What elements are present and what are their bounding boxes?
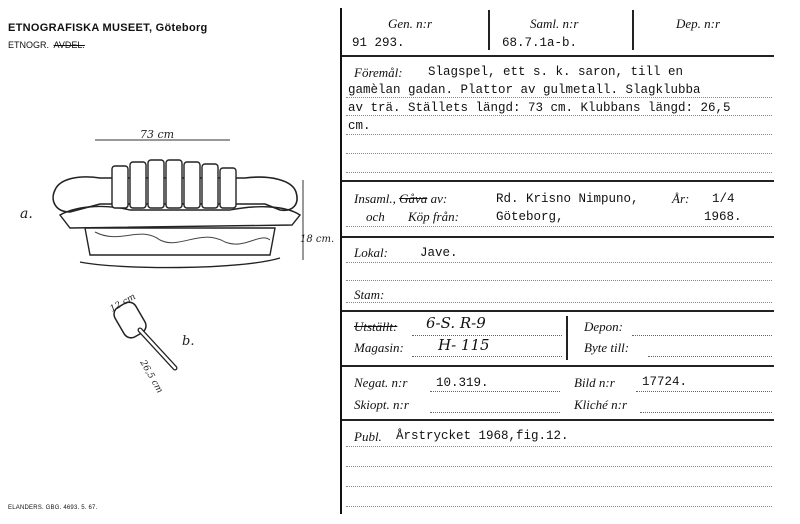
rule xyxy=(648,356,772,357)
department-struck: AVDEL. xyxy=(53,40,85,50)
height-note: 18 cm. xyxy=(300,234,335,245)
divider-insaml xyxy=(342,236,774,238)
dep-label: Dep. n:r xyxy=(676,16,721,31)
kop-year: 1968. xyxy=(704,210,742,224)
rule xyxy=(346,486,772,487)
divider-negat xyxy=(342,419,774,421)
rule xyxy=(632,335,772,336)
mid-sep xyxy=(566,316,568,360)
rule xyxy=(412,356,562,357)
divider-foremal xyxy=(342,180,774,182)
skiopt-label: Skiopt. n:r xyxy=(354,397,409,412)
magasin-value: H- 115 xyxy=(438,336,490,354)
rule xyxy=(346,262,772,263)
rule xyxy=(346,134,772,135)
insaml-label: Insaml., xyxy=(354,191,396,206)
utstallt-value: 6-S. R-9 xyxy=(426,314,486,332)
publ-value: Årstrycket 1968,fig.12. xyxy=(396,429,569,443)
negat-value: 10.319. xyxy=(436,376,489,390)
gen-label: Gen. n:r xyxy=(388,16,433,31)
rule xyxy=(640,412,772,413)
saml-label: Saml. n:r xyxy=(530,16,579,31)
top-sep-2 xyxy=(632,10,634,50)
top-sep-1 xyxy=(488,10,490,50)
rule xyxy=(346,153,772,154)
kliche-label: Kliché n:r xyxy=(574,397,628,412)
museum-name: ETNOGRAFISKA MUSEET, Göteborg xyxy=(8,22,208,34)
bild-label: Bild n:r xyxy=(574,375,615,390)
label-b: b. xyxy=(182,334,195,349)
gen-value: 91 293. xyxy=(352,36,405,50)
lokal-label: Lokal: xyxy=(354,245,388,260)
rule xyxy=(430,412,560,413)
foremal-line-2: gamèlan gadan. Plattor av gulmetall. Slagklubba xyxy=(348,83,701,97)
kop-value: Göteborg, xyxy=(496,210,564,224)
rule xyxy=(430,391,560,392)
panel-divider xyxy=(340,8,342,514)
rule xyxy=(346,115,772,116)
foremal-line-1: Slagspel, ett s. k. saron, till en xyxy=(428,65,684,79)
width-note: 73 cm xyxy=(140,128,175,141)
insaml-row xyxy=(354,191,447,207)
byte-label: Byte till: xyxy=(584,340,630,355)
foremal-line-3: av trä. Ställets längd: 73 cm. Klubbans längd: 26,5 xyxy=(348,101,731,115)
bild-value: 17724. xyxy=(642,375,688,389)
rule xyxy=(346,446,772,447)
divider-depon xyxy=(342,365,774,367)
negat-label: Negat. n:r xyxy=(354,375,408,390)
divider-top xyxy=(342,55,774,57)
publ-label: Publ. xyxy=(354,429,382,444)
foremal-line-4: cm. xyxy=(348,119,371,133)
saml-value: 68.7.1a-b. xyxy=(502,36,578,50)
och-label: och xyxy=(366,209,385,224)
rule xyxy=(636,391,772,392)
ar-label: År: xyxy=(672,191,690,206)
rule xyxy=(346,466,772,467)
rule xyxy=(346,280,772,281)
stam-label: Stam: xyxy=(354,287,385,302)
magasin-label: Magasin: xyxy=(354,340,404,355)
kop-label: Köp från: xyxy=(408,209,459,224)
av-label: av: xyxy=(430,191,448,206)
rule xyxy=(346,97,772,98)
rule xyxy=(346,302,772,303)
gava-struck: Gåva xyxy=(399,191,428,206)
lokal-value: Jave. xyxy=(420,246,458,260)
rule xyxy=(346,172,772,173)
utstallt-label: Utställt: xyxy=(354,319,398,334)
av-value: Rd. Krisno Nimpuno, xyxy=(496,192,639,206)
mallet-length-note: 26,5 cm xyxy=(137,358,165,396)
foremal-label: Föremål: xyxy=(354,65,403,80)
printer-mark: ELANDERS. GBG. 4693. 5. 67. xyxy=(8,505,98,511)
rule xyxy=(412,335,562,336)
rule xyxy=(346,226,772,227)
saron-sketch xyxy=(0,110,335,410)
department-prefix: ETNOGR. xyxy=(8,40,50,50)
ar-value: 1/4 xyxy=(712,192,735,206)
rule xyxy=(346,506,772,507)
divider-stam xyxy=(342,310,774,312)
mallet-head-note: 12 cm xyxy=(108,291,138,315)
label-a: a. xyxy=(20,206,33,222)
depon-label: Depon: xyxy=(584,319,623,334)
department xyxy=(8,40,85,50)
